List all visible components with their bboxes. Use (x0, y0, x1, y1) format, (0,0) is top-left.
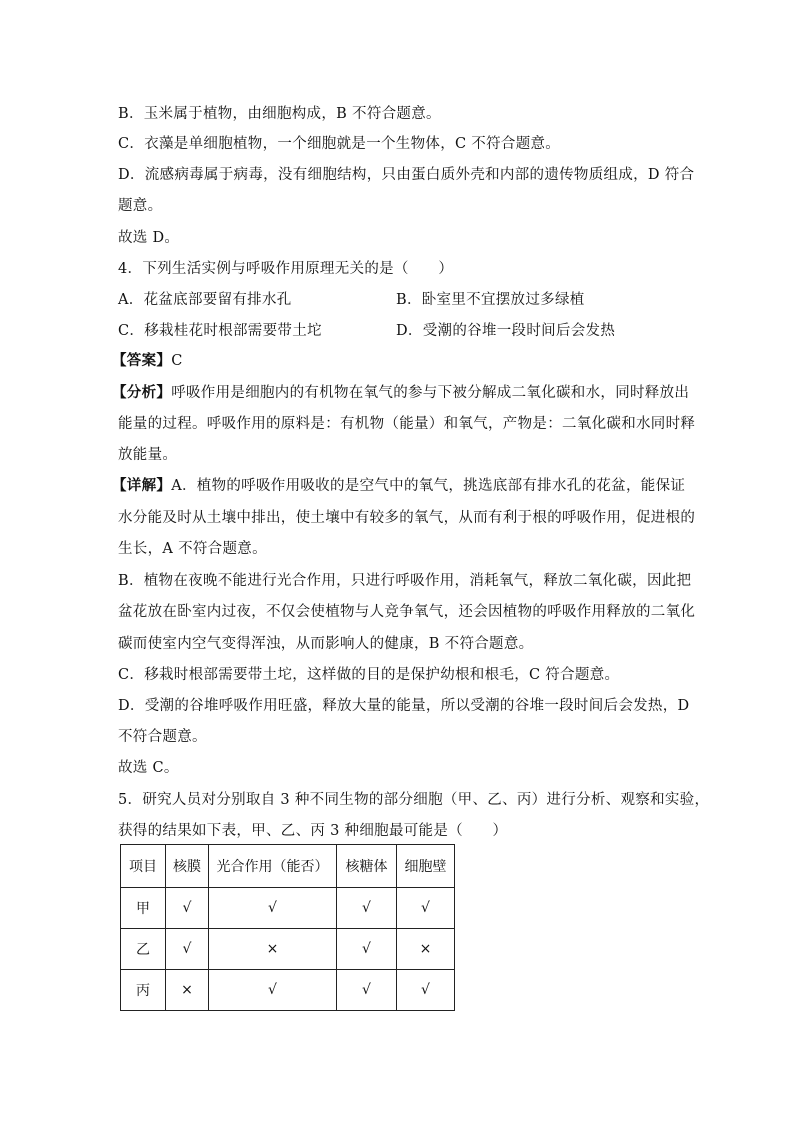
analysis-line1 (112, 383, 690, 403)
table-row (121, 929, 455, 970)
option-d-explanation-line2: 题意。 (118, 198, 163, 214)
analysis-line3: 放能量。 (118, 447, 178, 463)
table-cell: √ (209, 970, 337, 1011)
answer-line (112, 351, 672, 371)
table-cell: × (166, 970, 209, 1011)
option-c-explanation: C．衣藻是单细胞植物，一个细胞就是一个生物体，C 不符合题意。 (118, 136, 561, 152)
q4-conclusion: 故选 C。 (118, 760, 179, 776)
analysis-text: 呼吸作用是细胞内的有机物在氧气的参与下被分解成二氧化碳和水，同时释放出 (171, 385, 690, 401)
option-b-explanation: B．玉米属于植物，由细胞构成，B 不符合题意。 (118, 106, 441, 122)
question-5-stem-line1: 5．研究人员对分别取自 3 种不同生物的部分细胞（甲、乙、丙）进行分析、观察和实验， (118, 792, 710, 808)
table-header-row (121, 845, 455, 888)
table-cell: √ (166, 929, 209, 970)
table-cell: × (209, 929, 337, 970)
table-header-cell: 细胞壁 (397, 845, 455, 888)
q4-option-d: D．受潮的谷堆一段时间后会发热 (396, 323, 616, 339)
table-cell: × (397, 929, 455, 970)
answer-tag: 【答案】 (112, 352, 172, 369)
table-cell: √ (397, 888, 455, 929)
table-header-cell: 核膜 (166, 845, 209, 888)
option-d-explanation-line1: D．流感病毒属于病毒，没有细胞结构，只由蛋白质外壳和内部的遗传物质组成，D 符合 (118, 167, 695, 183)
table-row (121, 888, 455, 929)
q3-conclusion: 故选 D。 (118, 230, 180, 246)
detail-b-line2: 盆花放在卧室内过夜，不仅会使植物与人竞争氧气，还会因植物的呼吸作用释放的二氧化 (118, 604, 696, 620)
detail-b-line1: B．植物在夜晚不能进行光合作用，只进行呼吸作用，消耗氧气，释放二氧化碳，因此把 (118, 573, 692, 589)
detail-line1 (112, 476, 686, 496)
table-header-cell: 光合作用（能否） (209, 845, 337, 888)
table-cell: 丙 (121, 970, 166, 1011)
table-header-cell: 项目 (121, 845, 166, 888)
detail-text: A．植物的呼吸作用吸收的是空气中的氧气，挑选底部有排水孔的花盆，能保证 (171, 478, 686, 494)
question-5-stem-line2: 获得的结果如下表，甲、乙、丙 3 种细胞最可能是（ ） (118, 823, 508, 839)
detail-line3: 生长，A 不符合题意。 (118, 541, 267, 557)
table-cell: 乙 (121, 929, 166, 970)
table-cell: √ (209, 888, 337, 929)
table-cell: √ (337, 888, 397, 929)
q4-option-c: C．移栽桂花时根部需要带土坨 (118, 323, 322, 339)
table-cell: √ (337, 929, 397, 970)
table-header-cell: 核糖体 (337, 845, 397, 888)
cell-comparison-table (120, 844, 455, 1011)
answer-value: C (171, 353, 183, 369)
detail-d-line1: D．受潮的谷堆呼吸作用旺盛，释放大量的能量，所以受潮的谷堆一段时间后会发热，D (118, 698, 690, 714)
detail-b-line3: 碳而使室内空气变得浑浊，从而影响人的健康，B 不符合题意。 (118, 636, 534, 652)
analysis-tag: 【分析】 (112, 384, 172, 401)
table-cell: √ (397, 970, 455, 1011)
question-4-stem: 4．下列生活实例与呼吸作用原理无关的是（ ） (118, 261, 454, 277)
detail-tag: 【详解】 (112, 477, 172, 494)
table-cell: √ (166, 888, 209, 929)
q4-option-a: A．花盆底部要留有排水孔 (118, 292, 292, 308)
q4-option-b: B．卧室里不宜摆放过多绿植 (396, 292, 585, 308)
detail-line2: 水分能及时从土壤中排出，使土壤中有较多的氧气，从而有利于根的呼吸作用，促进根的 (118, 510, 696, 526)
table-row (121, 970, 455, 1011)
detail-c-line: C．移栽时根部需要带土坨，这样做的目的是保护幼根和根毛，C 符合题意。 (118, 667, 620, 683)
table-cell: √ (337, 970, 397, 1011)
detail-d-line2: 不符合题意。 (118, 729, 207, 745)
analysis-line2: 能量的过程。呼吸作用的原料是：有机物（能量）和氧气，产物是：二氧化碳和水同时释 (118, 416, 696, 432)
table-cell: 甲 (121, 888, 166, 929)
